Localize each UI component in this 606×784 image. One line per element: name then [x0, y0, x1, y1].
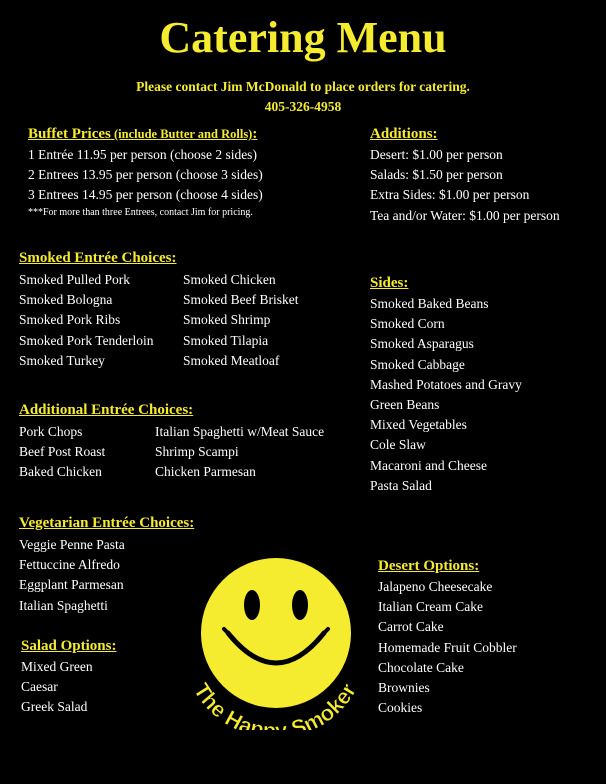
- smoked-entree-item: Smoked Tilapia: [183, 332, 269, 348]
- side-item: Cole Slaw: [370, 437, 426, 453]
- salad-section: [21, 636, 116, 718]
- logo-text-path: The Hap Smoker: [188, 678, 362, 730]
- additional-entree-item: Baked Chicken: [19, 464, 102, 480]
- dessert-section: [378, 556, 517, 718]
- side-item: Smoked Asparagus: [370, 336, 474, 352]
- side-item: Smoked Cabbage: [370, 356, 465, 372]
- side-item: Mixed Vegetables: [370, 417, 467, 433]
- salad-item: Caesar: [21, 679, 58, 695]
- addition-item: Salads: $1.50 per person: [370, 167, 503, 183]
- dessert-heading: Desert Options:: [378, 558, 480, 574]
- side-item: Smoked Baked Beans: [370, 296, 489, 311]
- side-item: Smoked Corn: [370, 316, 445, 332]
- buffet-heading-sub: (include Butter and Rolls): [110, 127, 253, 141]
- side-item: Green Beans: [370, 397, 440, 413]
- addition-item: Extra Sides: $1.00 per person: [370, 187, 530, 203]
- additional-entree-item: Italian Spaghetti w/Meat Sauce: [155, 424, 325, 439]
- salad-item: Mixed Green: [21, 659, 93, 674]
- additional-entree-list-col2: [155, 422, 324, 483]
- additions-heading: Additions:: [370, 126, 438, 142]
- page-title: Catering Menu: [159, 13, 447, 62]
- dessert-list: [378, 577, 517, 718]
- vegetarian-entree-item: Italian Spaghetti: [19, 597, 108, 613]
- salad-heading: Salad Options:: [21, 638, 117, 654]
- smiley-face: [201, 558, 351, 708]
- buffet-heading-main: Buffet Prices: [28, 126, 111, 142]
- sides-heading: Sides:: [370, 275, 409, 291]
- happy-smoker-logo: [160, 555, 390, 730]
- contact-phone: 405-326-4958: [264, 99, 342, 114]
- dessert-item: Homemade Fruit Cobbler: [378, 639, 517, 655]
- buffet-section: [28, 124, 263, 220]
- vegetarian-entree-item: Eggplant Parmesan: [19, 577, 124, 593]
- smoked-entree-list-col2: [183, 270, 298, 371]
- dessert-item: Italian Cream Cake: [378, 599, 483, 615]
- smoked-entree-list-col1: [19, 270, 154, 371]
- buffet-price-item: 3 Entrees 14.95 per person (choose 4 sides): [28, 187, 263, 203]
- additional-entree-heading: Additional Entrée Choices:: [19, 402, 194, 418]
- additions-section: [370, 124, 560, 226]
- smoked-entree-section: [19, 248, 177, 268]
- smiley-face-icon: [160, 555, 390, 730]
- smiley-right-eye: [292, 590, 308, 620]
- contact-info: [0, 77, 606, 117]
- side-item: Macaroni and Cheese: [370, 457, 487, 473]
- smoked-entree-item: Smoked Shrimp: [183, 312, 271, 328]
- dessert-item: Jalapeno Cheesecake: [378, 579, 493, 594]
- additional-entree-section: [19, 400, 193, 420]
- additional-entree-item: Beef Post Roast: [19, 444, 106, 460]
- smoked-entree-heading: Smoked Entrée Choices:: [19, 250, 177, 266]
- additional-entree-item: Pork Chops: [19, 424, 83, 439]
- buffet-price-item: 1 Entrée 11.95 per person (choose 2 sides): [28, 147, 257, 162]
- vegetarian-entree-heading: Vegetarian Entrée Choices:: [19, 515, 195, 531]
- additional-entree-item: Shrimp Scampi: [155, 444, 239, 460]
- buffet-heading: [28, 124, 263, 144]
- additional-entree-item: Chicken Parmesan: [155, 464, 256, 480]
- sides-section: [370, 273, 522, 496]
- buffet-heading-colon: :: [252, 126, 258, 142]
- smoked-entree-item: Smoked Bologna: [19, 292, 113, 308]
- vegetarian-entree-item: Veggie Penne Pasta: [19, 537, 125, 552]
- salad-item: Greek Salad: [21, 699, 88, 715]
- additions-list: [370, 145, 560, 226]
- dessert-item: Chocolate Cake: [378, 659, 464, 675]
- smiley-left-eye: [244, 590, 260, 620]
- smoked-entree-item: Smoked Meatloaf: [183, 352, 280, 368]
- addition-item: Tea and/or Water: $1.00 per person: [370, 207, 560, 223]
- side-item: Pasta Salad: [370, 477, 432, 493]
- salad-list: [21, 657, 116, 718]
- addition-item: Desert: $1.00 per person: [370, 147, 503, 162]
- dessert-item: Carrot Cake: [378, 619, 444, 635]
- smoked-entree-item: Smoked Chicken: [183, 272, 276, 287]
- smoked-entree-item: Smoked Pork Tenderloin: [19, 332, 154, 348]
- contact-line: Please contact Jim McDonald to place orders for catering.: [136, 79, 470, 94]
- buffet-price-list: [28, 145, 263, 206]
- smoked-entree-item: Smoked Beef Brisket: [183, 292, 299, 308]
- smoked-entree-item: Smoked Pork Ribs: [19, 312, 121, 328]
- vegetarian-entree-item: Fettuccine Alfredo: [19, 557, 120, 573]
- smoked-entree-item: Smoked Turkey: [19, 352, 105, 368]
- sides-list: [370, 294, 522, 496]
- dessert-item: Cookies: [378, 700, 423, 716]
- buffet-price-item: 2 Entrees 13.95 per person (choose 3 sides): [28, 167, 263, 183]
- dessert-item: Brownies: [378, 680, 430, 696]
- side-item: Mashed Potatoes and Gravy: [370, 376, 522, 392]
- buffet-note: ***For more than three Entrees, contact Jim for pricing.: [28, 206, 253, 218]
- smoked-entree-item: Smoked Pulled Pork: [19, 272, 131, 287]
- additional-entree-list-col1: [19, 422, 105, 483]
